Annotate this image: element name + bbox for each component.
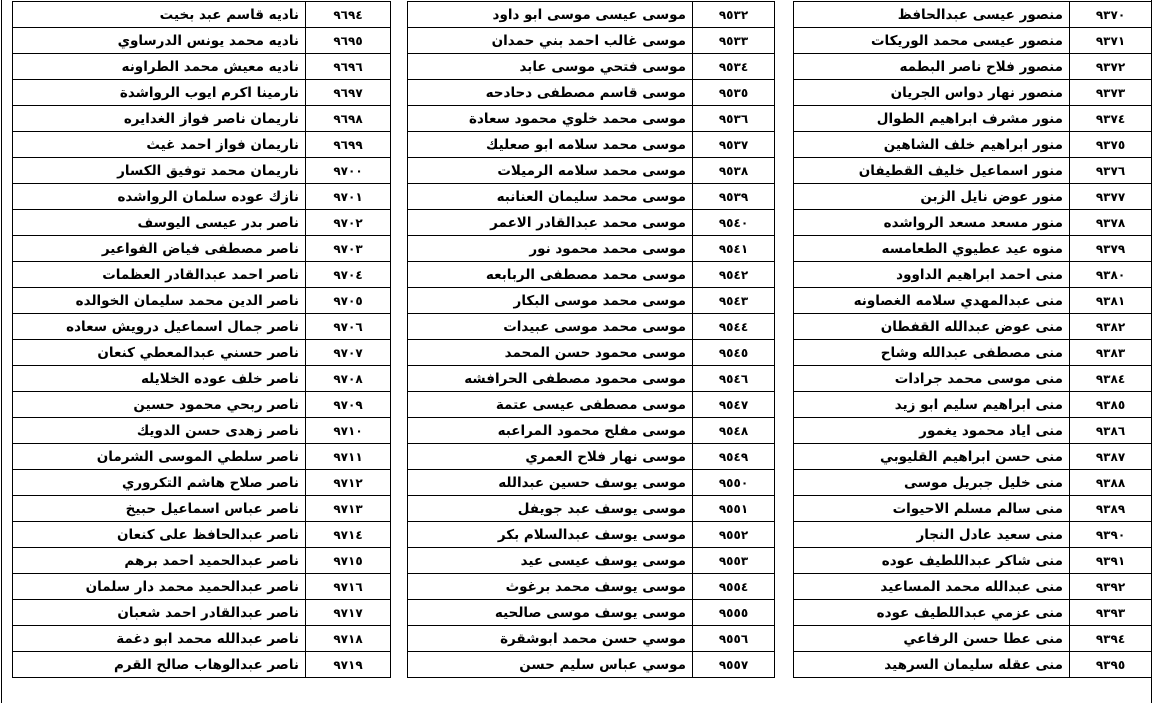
table-row — [794, 288, 1152, 314]
serial-number-cell: ٩٣٩٢ — [1070, 574, 1152, 600]
table-row — [408, 600, 775, 626]
serial-number-cell: ٩٥٣٢ — [693, 2, 775, 28]
person-name-cell: موسى يوسف محمد برغوث — [408, 574, 693, 600]
table-row — [408, 418, 775, 444]
table-row — [794, 366, 1152, 392]
serial-number-cell: ٩٣٧٠ — [1070, 2, 1152, 28]
serial-number-cell: ٩٧٠٣ — [306, 236, 391, 262]
serial-number-cell: ٩٥٥٤ — [693, 574, 775, 600]
person-name-cell: ناصر عبدالحافظ على كنعان — [13, 522, 306, 548]
serial-number-cell: ٩٣٩٥ — [1070, 652, 1152, 678]
person-name-cell: منصور عيسى محمد الوريكات — [794, 28, 1070, 54]
person-name-cell: ناديه معيش محمد الطراونه — [13, 54, 306, 80]
table-row — [408, 28, 775, 54]
table-row — [794, 652, 1152, 678]
serial-number-cell: ٩٧١٦ — [306, 574, 391, 600]
serial-number-cell: ٩٣٧٢ — [1070, 54, 1152, 80]
serial-number-cell: ٩٥٣٨ — [693, 158, 775, 184]
person-name-cell: منى عبدالله محمد المساعيد — [794, 574, 1070, 600]
table-row — [794, 444, 1152, 470]
serial-number-cell: ٩٧٠١ — [306, 184, 391, 210]
person-name-cell: منى سالم مسلم الاحيوات — [794, 496, 1070, 522]
person-name-cell: ناصر مصطفى فياض الفواعير — [13, 236, 306, 262]
person-name-cell: موسى محمد محمود نور — [408, 236, 693, 262]
table-row — [13, 80, 391, 106]
person-name-cell: موسى يوسف حسين عبدالله — [408, 470, 693, 496]
person-name-cell: موسى محمود حسن المحمد — [408, 340, 693, 366]
serial-number-cell: ٩٥٥٣ — [693, 548, 775, 574]
serial-number-cell: ٩٧١٢ — [306, 470, 391, 496]
serial-number-cell: ٩٧١٧ — [306, 600, 391, 626]
table-row — [13, 548, 391, 574]
person-name-cell: منصور نهار دواس الجريان — [794, 80, 1070, 106]
table-row — [408, 548, 775, 574]
table-row — [408, 626, 775, 652]
table-row — [408, 288, 775, 314]
serial-number-cell: ٩٥٤٩ — [693, 444, 775, 470]
serial-number-cell: ٩٦٩٧ — [306, 80, 391, 106]
table-row — [794, 262, 1152, 288]
serial-number-cell: ٩٣٩٠ — [1070, 522, 1152, 548]
table-row — [408, 522, 775, 548]
table-row — [794, 626, 1152, 652]
person-name-cell: منى عزمي عبداللطيف عوده — [794, 600, 1070, 626]
table-row — [794, 314, 1152, 340]
person-name-cell: ناصر عبدالحميد محمد دار سلمان — [13, 574, 306, 600]
serial-number-cell: ٩٥٤٦ — [693, 366, 775, 392]
person-name-cell: موسى محمود مصطفى الحرافشه — [408, 366, 693, 392]
table-row — [13, 496, 391, 522]
table-row — [794, 184, 1152, 210]
person-name-cell: موسى مفلح محمود المراعبه — [408, 418, 693, 444]
person-name-cell: منى احمد ابراهيم الداوود — [794, 262, 1070, 288]
person-name-cell: منى ابراهيم سليم ابو زيد — [794, 392, 1070, 418]
table-row — [408, 80, 775, 106]
table-row — [794, 496, 1152, 522]
serial-number-cell: ٩٧٠٨ — [306, 366, 391, 392]
person-name-cell: موسى محمد مصطفى الربابعه — [408, 262, 693, 288]
serial-number-cell: ٩٥٥٢ — [693, 522, 775, 548]
table-row — [408, 262, 775, 288]
table-row — [408, 210, 775, 236]
table-row — [794, 418, 1152, 444]
table-row — [794, 548, 1152, 574]
person-name-cell: ناصر سلطي الموسى الشرمان — [13, 444, 306, 470]
table-row — [794, 392, 1152, 418]
table-row — [13, 54, 391, 80]
table-row — [408, 54, 775, 80]
person-name-cell: موسى مصطفى عيسى عتمة — [408, 392, 693, 418]
person-name-cell: منى عقله سليمان السرهيد — [794, 652, 1070, 678]
serial-number-cell: ٩٥٣٣ — [693, 28, 775, 54]
serial-number-cell: ٩٥٤٠ — [693, 210, 775, 236]
serial-number-cell: ٩٧١٠ — [306, 418, 391, 444]
person-name-cell: منى عبدالمهدي سلامه الغصاونه — [794, 288, 1070, 314]
table-row — [13, 652, 391, 678]
person-name-cell: ناصر حسني عبدالمعطي كنعان — [13, 340, 306, 366]
roster-table-right — [793, 1, 1152, 678]
serial-number-cell: ٩٦٩٤ — [306, 2, 391, 28]
serial-number-cell: ٩٣٧٨ — [1070, 210, 1152, 236]
table-row — [794, 28, 1152, 54]
page-left-rule — [1, 0, 2, 703]
serial-number-cell: ٩٧١٥ — [306, 548, 391, 574]
serial-number-cell: ٩٣٨٠ — [1070, 262, 1152, 288]
serial-number-cell: ٩٣٩٣ — [1070, 600, 1152, 626]
table-row — [408, 132, 775, 158]
serial-number-cell: ٩٥٤٥ — [693, 340, 775, 366]
person-name-cell: منوه عيد عطيوي الطعامسه — [794, 236, 1070, 262]
table-row — [794, 132, 1152, 158]
person-name-cell: موسى نهار فلاح العمري — [408, 444, 693, 470]
person-name-cell: موسي عباس سليم حسن — [408, 652, 693, 678]
table-row — [13, 444, 391, 470]
table-row — [408, 2, 775, 28]
table-row — [794, 210, 1152, 236]
serial-number-cell: ٩٦٩٥ — [306, 28, 391, 54]
serial-number-cell: ٩٥٥٥ — [693, 600, 775, 626]
serial-number-cell: ٩٥٥١ — [693, 496, 775, 522]
serial-number-cell: ٩٧٠٤ — [306, 262, 391, 288]
serial-number-cell: ٩٣٩٤ — [1070, 626, 1152, 652]
table-row — [794, 600, 1152, 626]
person-name-cell: موسى يوسف عبد جويفل — [408, 496, 693, 522]
serial-number-cell: ٩٣٨٨ — [1070, 470, 1152, 496]
table-row — [794, 80, 1152, 106]
table-row — [13, 418, 391, 444]
table-row — [13, 600, 391, 626]
person-name-cell: موسى يوسف موسى صالحيه — [408, 600, 693, 626]
serial-number-cell: ٩٣٨٦ — [1070, 418, 1152, 444]
person-name-cell: ناصر احمد عبدالقادر العظمات — [13, 262, 306, 288]
serial-number-cell: ٩٦٩٩ — [306, 132, 391, 158]
serial-number-cell: ٩٣٩١ — [1070, 548, 1152, 574]
person-name-cell: منور ابراهيم خلف الشاهين — [794, 132, 1070, 158]
serial-number-cell: ٩٣٨٤ — [1070, 366, 1152, 392]
serial-number-cell: ٩٧١٤ — [306, 522, 391, 548]
table-row — [408, 184, 775, 210]
serial-number-cell: ٩٥٣٧ — [693, 132, 775, 158]
serial-number-cell: ٩٣٨٢ — [1070, 314, 1152, 340]
serial-number-cell: ٩٥٣٤ — [693, 54, 775, 80]
serial-number-cell: ٩٣٧٦ — [1070, 158, 1152, 184]
person-name-cell: موسى يوسف عيسى عيد — [408, 548, 693, 574]
table-row — [13, 470, 391, 496]
serial-number-cell: ٩٧١٨ — [306, 626, 391, 652]
serial-number-cell: ٩٧٠٦ — [306, 314, 391, 340]
table-row — [13, 626, 391, 652]
table-row — [408, 574, 775, 600]
table-row — [13, 210, 391, 236]
table-row — [13, 236, 391, 262]
serial-number-cell: ٩٧٠٢ — [306, 210, 391, 236]
person-name-cell: موسى محمد سليمان العنانبه — [408, 184, 693, 210]
table-row — [13, 366, 391, 392]
table-row — [13, 262, 391, 288]
person-name-cell: موسى محمد عبدالقادر الاعمر — [408, 210, 693, 236]
person-name-cell: موسى محمد موسى البكار — [408, 288, 693, 314]
serial-number-cell: ٩٥٣٩ — [693, 184, 775, 210]
person-name-cell: موسى غالب احمد بني حمدان — [408, 28, 693, 54]
person-name-cell: منى مصطفى عبدالله وشاح — [794, 340, 1070, 366]
person-name-cell: ناصر خلف عوده الخلايله — [13, 366, 306, 392]
serial-number-cell: ٩٥٤٧ — [693, 392, 775, 418]
table-row — [13, 106, 391, 132]
person-name-cell: نارمينا اكرم ايوب الرواشدة — [13, 80, 306, 106]
serial-number-cell: ٩٧٠٩ — [306, 392, 391, 418]
table-row — [408, 444, 775, 470]
person-name-cell: منور مشرف ابراهيم الطوال — [794, 106, 1070, 132]
table-row — [794, 2, 1152, 28]
person-name-cell: منى موسى محمد جرادات — [794, 366, 1070, 392]
table-row — [408, 340, 775, 366]
table-row — [408, 470, 775, 496]
table-row — [794, 236, 1152, 262]
serial-number-cell: ٩٥٥٧ — [693, 652, 775, 678]
person-name-cell: ناصر عبدالوهاب صالح القرم — [13, 652, 306, 678]
table-row — [13, 28, 391, 54]
serial-number-cell: ٩٥٣٥ — [693, 80, 775, 106]
person-name-cell: موسى عيسى موسى ابو داود — [408, 2, 693, 28]
table-row — [408, 314, 775, 340]
serial-number-cell: ٩٧١١ — [306, 444, 391, 470]
serial-number-cell: ٩٥٤٢ — [693, 262, 775, 288]
table-row — [13, 2, 391, 28]
person-name-cell: موسي حسن محمد ابوشقرة — [408, 626, 693, 652]
person-name-cell: ناصر عبدالله محمد ابو دغمة — [13, 626, 306, 652]
person-name-cell: ناديه محمد يونس الدرساوي — [13, 28, 306, 54]
roster-table-left — [12, 1, 391, 678]
table-row — [13, 340, 391, 366]
serial-number-cell: ٩٧٠٠ — [306, 158, 391, 184]
table-row — [13, 314, 391, 340]
person-name-cell: موسى محمد سلامه الرميلات — [408, 158, 693, 184]
person-name-cell: منى عطا حسن الرفاعي — [794, 626, 1070, 652]
person-name-cell: ناريمان محمد توفيق الكسار — [13, 158, 306, 184]
serial-number-cell: ٩٣٧٩ — [1070, 236, 1152, 262]
serial-number-cell: ٩٥٤٤ — [693, 314, 775, 340]
person-name-cell: منور عوض نايل الزبن — [794, 184, 1070, 210]
table-row — [13, 392, 391, 418]
serial-number-cell: ٩٧٠٧ — [306, 340, 391, 366]
table-row — [794, 54, 1152, 80]
table-row — [13, 132, 391, 158]
serial-number-cell: ٩٣٧٧ — [1070, 184, 1152, 210]
table-row — [13, 184, 391, 210]
person-name-cell: منصور فلاح ناصر البطمه — [794, 54, 1070, 80]
person-name-cell: موسى محمد خلوي محمود سعادة — [408, 106, 693, 132]
person-name-cell: ناصر عباس اسماعيل حبيخ — [13, 496, 306, 522]
serial-number-cell: ٩٥٤٨ — [693, 418, 775, 444]
person-name-cell: منور اسماعيل خليف القطيفان — [794, 158, 1070, 184]
person-name-cell: منى عوض عبدالله القفطان — [794, 314, 1070, 340]
person-name-cell: ناصر الدين محمد سليمان الخوالده — [13, 288, 306, 314]
serial-number-cell: ٩٥٣٦ — [693, 106, 775, 132]
table-row — [794, 340, 1152, 366]
person-name-cell: منى شاكر عبداللطيف عوده — [794, 548, 1070, 574]
person-name-cell: منى حسن ابراهيم القليوبي — [794, 444, 1070, 470]
serial-number-cell: ٩٣٨٧ — [1070, 444, 1152, 470]
serial-number-cell: ٩٧٠٥ — [306, 288, 391, 314]
person-name-cell: ناصر جمال اسماعيل درويش سعاده — [13, 314, 306, 340]
serial-number-cell: ٩٣٨٣ — [1070, 340, 1152, 366]
serial-number-cell: ٩٦٩٦ — [306, 54, 391, 80]
person-name-cell: ناديه قاسم عبد بخيت — [13, 2, 306, 28]
serial-number-cell: ٩٣٧٤ — [1070, 106, 1152, 132]
person-name-cell: ناصر عبدالحميد احمد برهم — [13, 548, 306, 574]
person-name-cell: منى خليل جبريل موسى — [794, 470, 1070, 496]
table-row — [794, 574, 1152, 600]
table-row — [408, 236, 775, 262]
person-name-cell: موسى فتحي موسى عابد — [408, 54, 693, 80]
table-row — [794, 106, 1152, 132]
person-name-cell: منصور عيسى عبدالحافظ — [794, 2, 1070, 28]
table-row — [408, 496, 775, 522]
table-row — [13, 522, 391, 548]
table-row — [794, 158, 1152, 184]
person-name-cell: ناصر بدر عيسى اليوسف — [13, 210, 306, 236]
table-row — [13, 288, 391, 314]
table-row — [408, 652, 775, 678]
table-row — [13, 574, 391, 600]
table-row — [408, 392, 775, 418]
table-row — [408, 366, 775, 392]
serial-number-cell: ٩٣٨١ — [1070, 288, 1152, 314]
table-row — [408, 158, 775, 184]
serial-number-cell: ٩٣٧٣ — [1070, 80, 1152, 106]
serial-number-cell: ٩٣٨٥ — [1070, 392, 1152, 418]
serial-number-cell: ٩٦٩٨ — [306, 106, 391, 132]
person-name-cell: ناصر عبدالقادر احمد شعبان — [13, 600, 306, 626]
table-row — [13, 158, 391, 184]
table-row — [794, 522, 1152, 548]
serial-number-cell: ٩٣٧١ — [1070, 28, 1152, 54]
table-row — [408, 106, 775, 132]
person-name-cell: منور مسعد مسعد الرواشده — [794, 210, 1070, 236]
person-name-cell: منى سعيد عادل النجار — [794, 522, 1070, 548]
roster-table-middle — [407, 1, 775, 678]
table-row — [794, 470, 1152, 496]
serial-number-cell: ٩٧١٣ — [306, 496, 391, 522]
person-name-cell: موسى محمد سلامه ابو صعليك — [408, 132, 693, 158]
person-name-cell: موسى محمد موسى عبيدات — [408, 314, 693, 340]
person-name-cell: ناصر ربحي محمود حسين — [13, 392, 306, 418]
serial-number-cell: ٩٥٥٦ — [693, 626, 775, 652]
serial-number-cell: ٩٣٧٥ — [1070, 132, 1152, 158]
serial-number-cell: ٩٣٨٩ — [1070, 496, 1152, 522]
person-name-cell: منى اياد محمود يغمور — [794, 418, 1070, 444]
person-name-cell: ناصر صلاح هاشم التكروري — [13, 470, 306, 496]
person-name-cell: نازك عوده سلمان الرواشده — [13, 184, 306, 210]
serial-number-cell: ٩٥٤٣ — [693, 288, 775, 314]
person-name-cell: موسى قاسم مصطفى دحادحه — [408, 80, 693, 106]
person-name-cell: موسى يوسف عبدالسلام بكر — [408, 522, 693, 548]
serial-number-cell: ٩٥٤١ — [693, 236, 775, 262]
serial-number-cell: ٩٥٥٠ — [693, 470, 775, 496]
person-name-cell: ناصر زهدى حسن الدويك — [13, 418, 306, 444]
person-name-cell: ناريمان فواز احمد غيث — [13, 132, 306, 158]
serial-number-cell: ٩٧١٩ — [306, 652, 391, 678]
person-name-cell: ناريمان ناصر فواز الغدايره — [13, 106, 306, 132]
